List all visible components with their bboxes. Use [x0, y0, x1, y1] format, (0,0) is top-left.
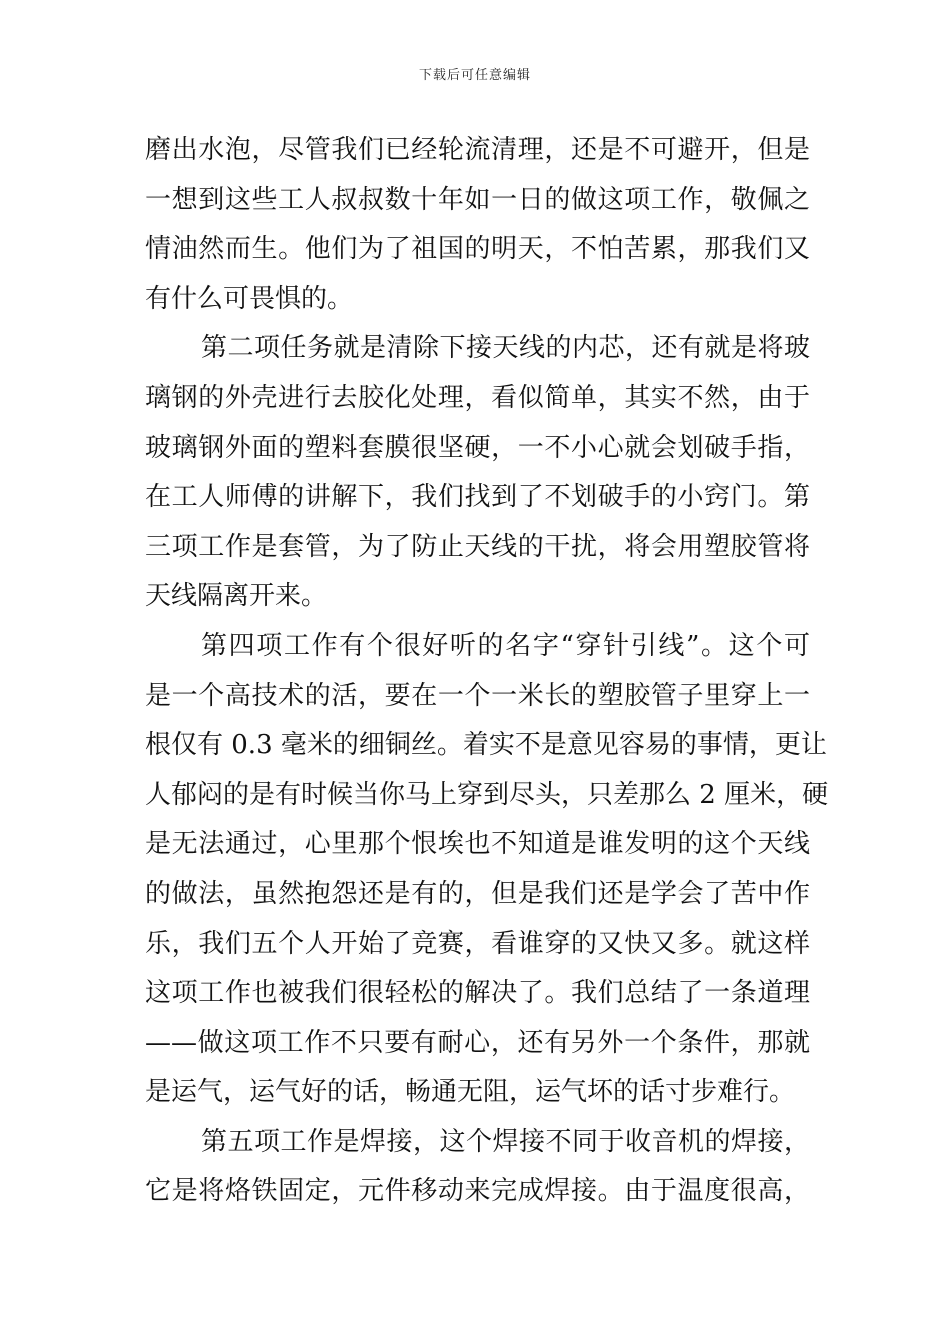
- paragraph-2: [145, 324, 810, 622]
- text-line: 一想到这些工人叔叔数十年如一日的做这项工作，敬佩之: [145, 184, 810, 215]
- text-line: 人郁闷的是有时候当你马上穿到尽头，只差那么 2 厘米，硬: [145, 779, 829, 810]
- text-line: 它是将烙铁固定，元件移动来完成焊接。由于温度很高，: [145, 1176, 810, 1207]
- text-line: 磨出水泡，尽管我们已经轮流清理，还是不可避开，但是: [145, 135, 810, 165]
- text-line: 第四项工作有个很好听的名字“穿针引线”。这个可: [201, 630, 810, 661]
- text-line: 第五项工作是焊接，这个焊接不同于收音机的焊接，: [201, 1126, 810, 1157]
- text-line: ——做这项工作不只要有耐心，还有另外一个条件，那就: [145, 1027, 810, 1058]
- text-line: 情油然而生。他们为了祖国的明天，不怕苦累，那我们又: [145, 234, 810, 265]
- text-line: 第二项任务就是清除下接天线的内芯，还有就是将玻: [201, 333, 810, 364]
- text-line: 这项工作也被我们很轻松的解决了。我们总结了一条道理: [145, 978, 810, 1009]
- paragraph-4: [145, 1118, 810, 1217]
- text-line: 是一个高技术的活，要在一个一米长的塑胶管子里穿上一: [145, 680, 810, 711]
- text-line: 有什么可畏惧的。: [145, 283, 354, 314]
- text-line: 根仅有 0.3 毫米的细铜丝。着实不是意见容易的事情，更让: [145, 730, 827, 761]
- paragraph-3: [145, 622, 829, 1118]
- text-line: 三项工作是套管，为了防止天线的干扰，将会用塑胶管将: [145, 531, 810, 562]
- text-line: 是无法通过，心里那个恨埃也不知道是谁发明的这个天线: [145, 829, 810, 860]
- text-line: 在工人师傅的讲解下，我们找到了不划破手的小窍门。第: [145, 482, 810, 513]
- text-line: 乐，我们五个人开始了竞赛，看谁穿的又快又多。就这样: [145, 928, 810, 959]
- text-line: 的做法，虽然抱怨还是有的，但是我们还是学会了苦中作: [145, 878, 810, 909]
- text-line: 玻璃钢外面的塑料套膜很坚硬，一不小心就会划破手指，: [145, 432, 810, 463]
- page-header: 下载后可任意编辑: [418, 68, 531, 83]
- text-line: 天线隔离开来。: [145, 581, 328, 612]
- text-line: 璃钢的外壳进行去胶化处理，看似简单，其实不然，由于: [145, 382, 810, 413]
- paragraph-1: [145, 126, 810, 324]
- text-line: 是运气，运气好的话，畅通无阻，运气坏的话寸步难行。: [145, 1077, 796, 1108]
- document-body: [145, 126, 829, 1217]
